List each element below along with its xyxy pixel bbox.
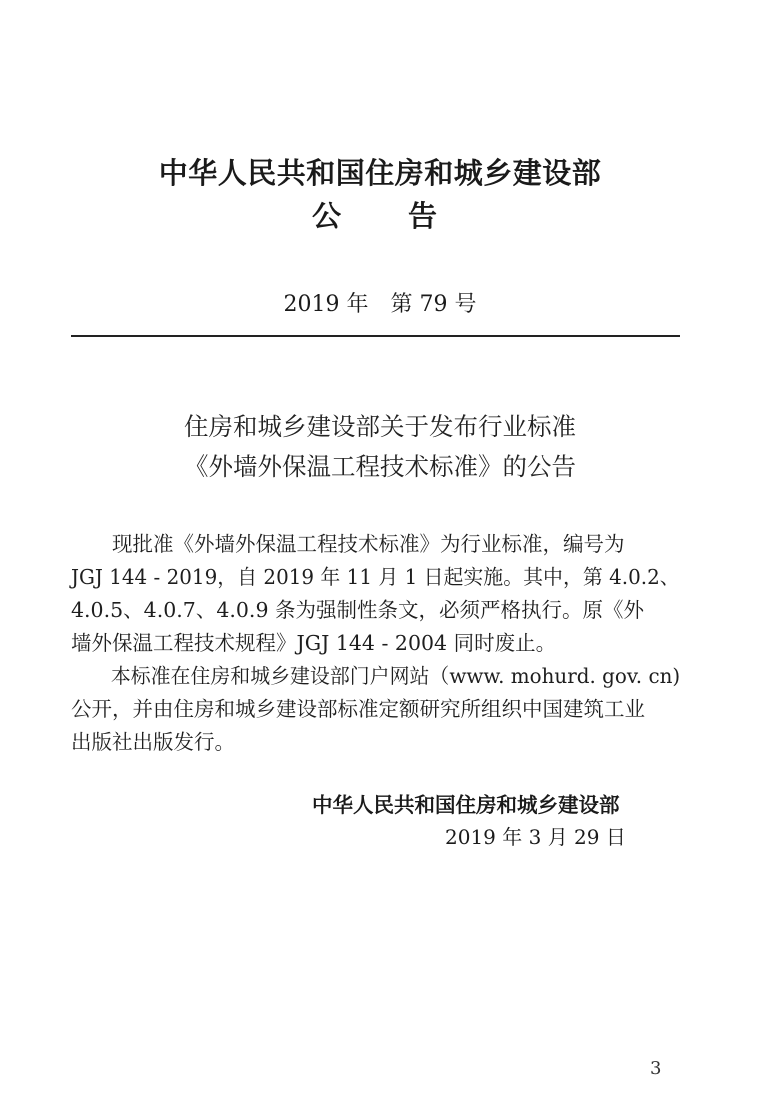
announcement-title-line-2: 《外墙外保温工程技术标准》的公告	[184, 452, 576, 481]
announcement-title-line-1: 住房和城乡建设部关于发布行业标准	[184, 412, 576, 441]
notice-heading-char-2: 告	[408, 199, 438, 233]
body-line: 墙外保温工程技术规程》JGJ 144 - 2004 同时废止。	[71, 631, 557, 655]
signature-organization: 中华人民共和国住房和城乡建设部	[312, 793, 620, 817]
body-line: 现批准《外墙外保温工程技术标准》为行业标准，编号为	[71, 532, 625, 556]
body-line: 4.0.5、4.0.7、4.0.9 条为强制性条文，必须严格执行。原《外	[71, 598, 644, 622]
body-line: JGJ 144 - 2019，自 2019 年 11 月 1 日起实施。其中，第 4.0.2、	[71, 565, 680, 589]
body-line: 公开，并由住房和城乡建设部标准定额研究所组织中国建筑工业	[71, 697, 645, 721]
issue-number: 2019 年 第 79 号	[283, 292, 477, 317]
body-line: 本标准在住房和城乡建设部门户网站（www. mohurd. gov. cn)	[71, 664, 681, 688]
ministry-title: 中华人民共和国住房和城乡建设部	[158, 156, 602, 190]
body-line: 出版社出版发行。	[71, 730, 235, 754]
page-number: 3	[650, 1058, 662, 1079]
signature-date: 2019 年 3 月 29 日	[445, 825, 626, 849]
header-divider	[71, 335, 680, 337]
notice-heading-char-1: 公	[312, 199, 342, 233]
